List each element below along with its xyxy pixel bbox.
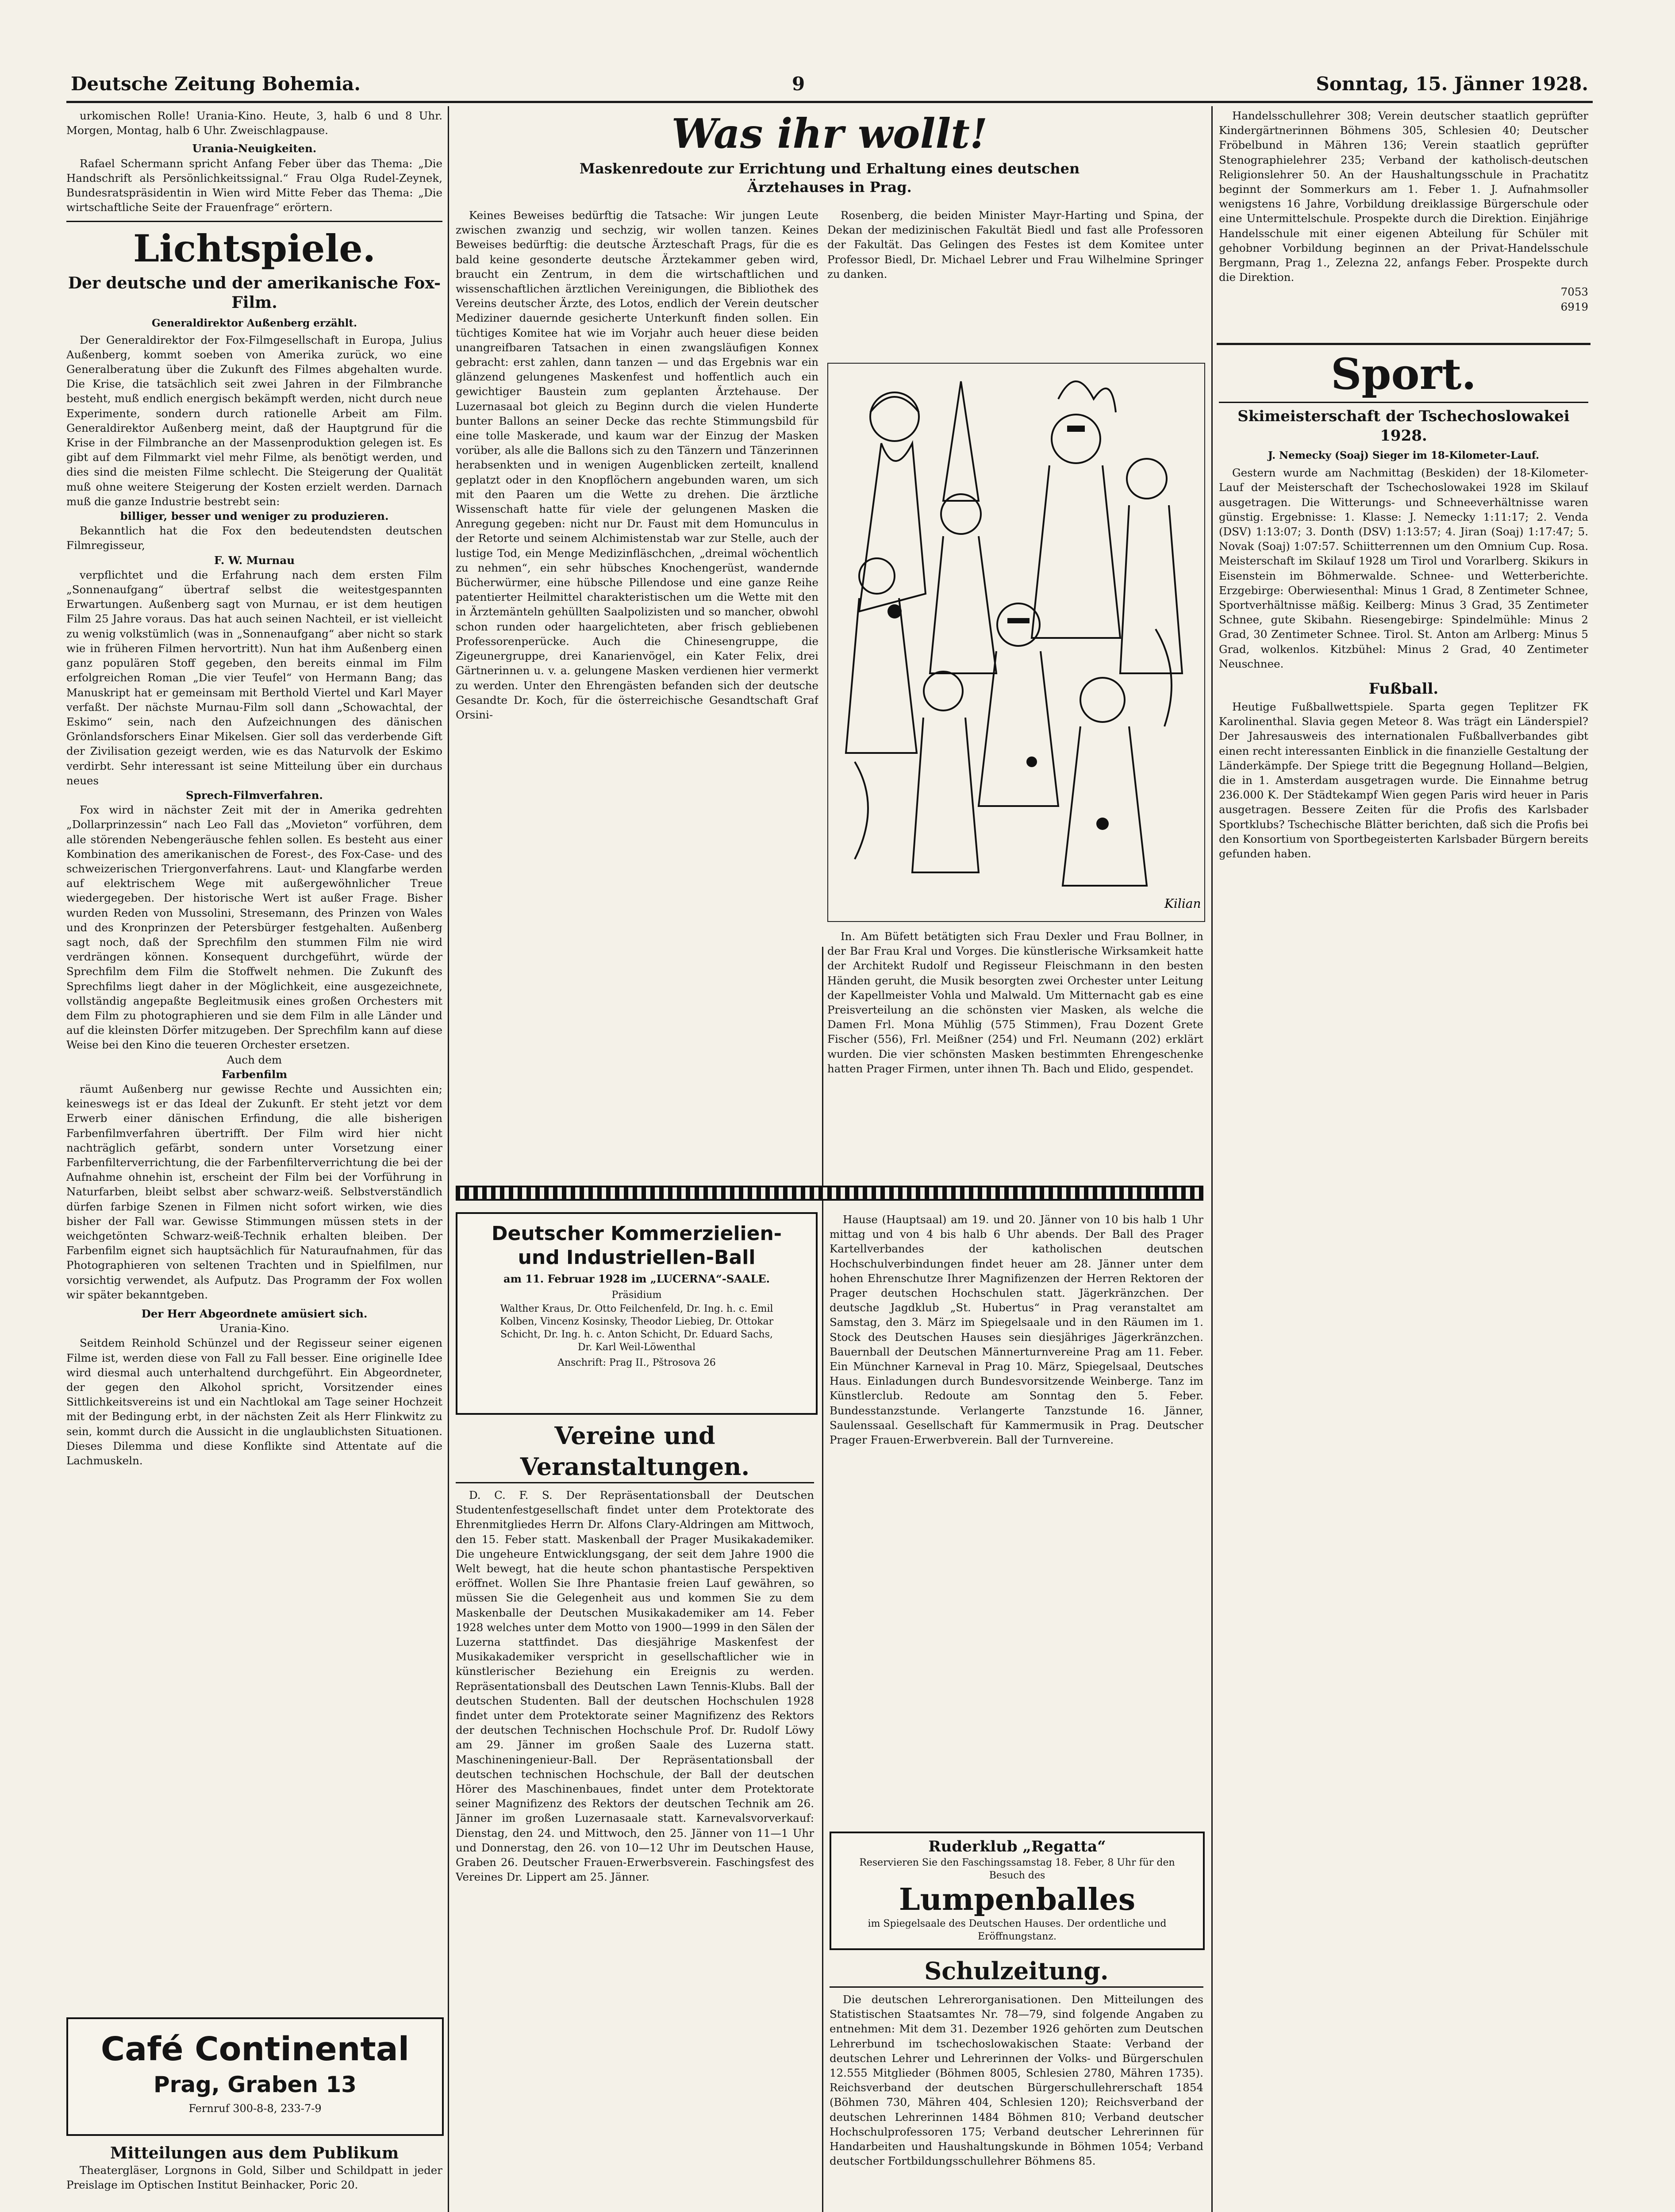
ad-regatta xyxy=(830,1832,1205,1950)
article-subheading: Auch dem xyxy=(227,1053,282,1066)
article-paragraph: Rosenberg, die beiden Minister Mayr-Harting und Spina, der Dekan der medizinischen Fakultät Biedl und fast alle Professoren der Fakultät. Das Gelingen des Festes ist dem Komitee unter Professor Biedl, Dr. Michael Lebrer und Frau Wilhelmine Springer zu danken. xyxy=(827,209,1203,280)
article-title-mask-ball: Was ihr wollt! xyxy=(671,111,988,157)
article-paragraph: Bekanntlich hat die Fox den bedeutendsten deutschen Filmregisseur, xyxy=(66,524,442,552)
article-paragraph: räumt Außenberg nur gewisse Rechte und Aussichten ein; keineswegs ist er das Ideal der Zukunft. Er steht jetzt vor dem Erwerb einer dänischen Erfindung, die alle bisherigen Farbenfilmverfahren übertrifft. Der Film wird hier nicht nachträglich gefärbt, sondern unter Vorsetzung einer Farbenfilterverrichtung, die der Farbenfilterverrichtung die bei der Aufnahme ohnehin ist, erscheint der Film bei der Vorführung in Naturfarben, bleibt selbst aber schwarz-weiß. Selbstverständlich dürfen farbige Szenen in Filmen nicht sofort wirken, wie dies bisher der Fall war. Gewisse Stimmungen müssen stets in der weichgetönten Schwarz-weiß-Technik erhalten bleiben. Der Farbenfilm eignet sich hauptsächlich für Naturaufnahmen, für das Photographieren von seltenen Trachten und in Spielfilmen, nur vorsichtig verwendet, als Aufputz. Das Programm der Fox wollen wir später bekanntgeben. xyxy=(66,1082,442,1301)
column-divider xyxy=(822,947,823,2212)
urania-heading: Urania-Neuigkeiten. xyxy=(192,142,317,155)
article-motto: billiger, besser und weniger zu produzieren. xyxy=(120,510,389,523)
public-notices xyxy=(66,2143,442,2212)
sport-text: Heutige Fußballwettspiele. Sparta gegen Teplitzer FK Karolinenthal. Slavia gegen Meteor 8. Was trägt ein Länderspiel? Der Jahresausweis des internationalen Fußballverbandes gibt einen recht interessanten Einblick in die finanzielle Gestaltung der Länderkämpfe. Der Spiege tritt die Begegnung Holland—Belgien, die in 1. Amsterdam ausgetragen wurde. Die Einnahme betrug 236.000 K. Der Städtekampf Wien gegen Paris wird heuer in Paris ausgetragen. Bessere Zeiten für die Profis des Karlsbader Sportklubs? Tschechische Blätter berichten, daß sich die Profis bei den Konsortium von Sportbegeisterten Karlsbader Bürgern bereits gefunden haben. xyxy=(1219,700,1588,860)
events-text: D. C. F. S. Der Repräsentationsball der Deutschen Studentenfestgesellschaft findet unter dem Protektorate des Ehrenmitgliedes Herrn Dr. Alfons Clary-Aldringen am Mittwoch, den 15. Feber statt. Maskenball der Prager Musikakademiker. Die ungeheure Entwicklungsgang, der seit dem Jahre 1900 die Welt bewegt, hat die heute schon phantastische Perspektiven eröffnet. Wollen Sie Ihre Phantasie freien Lauf gewähren, so müssen Sie die Gelegenheit aus und kommen Sie zu dem Maskenballe der Deutschen Musikakademiker am 14. Feber 1928 welches unter dem Motto von 1900—1999 in den Sälen der Luzerna stattfindet. Das diesjährige Maskenfest der Musikakademiker verspricht in gesellschaftlicher wie in künstlerischer Beziehung ein Ereignis zu werden. Repräsentationsball des Deutschen Lawn Tennis-Klubs. Ball der deutschen Studenten. Ball der deutschen Hochschulen 1928 findet unter dem Protektorate seiner Magnifizenz des Rektors der deutschen Technischen Hochschule Prof. Dr. Rudolf Löwy am 29. Jänner im großen Saale des Luzerna statt. Maschineningenieur-Ball. Der Repräsentationsball der deutschen technischen Hochschule, der Ball der deutschen Hörer des Maschinenbaues, findet unter dem Protektorate seiner Magnifizenz des Rektors der deutschen Technik am 26. Jänner im großen Luzernasaale statt. Karnevalsvorverkauf: Dienstag, den 24. und Mittwoch, den 25. Jänner von 11—1 Uhr und Donnerstag, den 26. von 10—12 Uhr im Deutschen Hause, Graben 26. Deutscher Frauen-Erwerbsverein. Faschingsfest des Vereines Dr. Lippert am 25. Jänner. xyxy=(456,1489,814,1884)
sport-column xyxy=(1219,349,1588,2212)
section-title-sport: Sport. xyxy=(1331,349,1476,399)
public-title: Mitteilungen aus dem Publikum xyxy=(110,2144,399,2162)
section-title-vereine: Vereine und Veranstaltungen. xyxy=(456,1420,814,1483)
ad-ball-names: Walther Kraus, Dr. Otto Feilchenfeld, Dr. Ing. h. c. Emil Kolben, Vincenz Kosinsky, Theodor Liebieg, Dr. Ottokar Schicht, Dr. Ing. h. c. Anton Schicht, Dr. Eduard Sachs, Dr. Karl Weil-Löwenthal xyxy=(499,1303,774,1353)
school-text: Die deutschen Lehrerorganisationen. Den Mitteilungen des Statistischen Staatsamtes Nr. 78—79, sind folgende Angaben zu entnehmen: Mit dem 31. Dezember 1926 gehörten zum Deutschen Lehrerbund im tschechoslowakischen Staate: Verband der deutschen Lehrer und Lehrerinnen der Volks- und Bürgerschulen 12.555 Mitglieder (Böhmen 8005, Schlesien 2780, Mähren 1735). Reichsverband der deutschen Bürgerschullehrerschaft 1854 (Böhmen 730, Mähren 404, Schlesien 120); Reichsverband der deutschen Lehrerinnen 1484 Böhmen 810; Verband deutscher Hochschulprofessoren 175; Verband deutscher Lehrerinnen für Handarbeiten und Haushaltungskunde in Böhmen 1054; Verband deutscher Fortbildungsschullehrer Böhmens 85. xyxy=(830,1993,1203,2168)
ad-cafe-continental xyxy=(66,2017,444,2136)
ad-ball-line2: und Industriellen-Ball xyxy=(518,1246,756,1269)
ad-phone: Fernruf 300-8-8, 233-7-9 xyxy=(188,2102,322,2115)
article-subheading: F. W. Murnau xyxy=(214,553,295,567)
section-title-fussball: Fußball. xyxy=(1368,680,1439,698)
article-column-right-bottom xyxy=(827,929,1203,1177)
article-paragraph: Fox wird in nächster Zeit mit der in Amerika gedrehten „Dollarprinzessin“ nach Leo Fall das „Movieton“ vorführen, dem alle störenden Nebengeräusche fehlen sollen. Es besteht aus einer Kombination des amerikanischen de Forest-, des Fox-Case- und des schweizerischen Triergonverfahrens. Laut- und Klangfarbe werden auf elektrischem Wege mit außergewöhnlicher Treue wiedergegeben. Der historische Wert ist außer Frage. Bisher wurden Reden von Mussolini, Stresemann, des Prinzen von Wales und des Kronprinzen der Petersbürger festgehalten. Außenberg sagt noch, daß der Sprechfilm den stummen Film nie wird verdrängen können. Konsequent durchgeführt, würde der Sprechfilm dem Film die Stoffwelt nehmen. Die Zukunft des Sprechfilms liegt daher in der Möglichkeit, eine ausgezeichnete, vollständig angepaßte Begleitmusik eines großen Orchesters mit dem Film zu photographieren und sie dem Film in alle Länder und auf die kleinsten Dörfer mitzugeben. Der Sprechfilm kann auf diese Weise bei den Kino die teueren Orchester ersetzen. xyxy=(66,803,442,1052)
column-1 xyxy=(66,108,442,2212)
public-text: Theatergläser, Lorgnons in Gold, Silber und Schildpatt in jeder Preislage im Optischen Institut Beinhacker, Poric 20. xyxy=(66,2164,442,2192)
ad-ball-date: am 11. Februar 1928 im „LUCERNA“-SAALE. xyxy=(503,1272,770,1285)
column-divider xyxy=(448,106,449,2212)
header-rule xyxy=(66,101,1593,103)
masthead-name: Deutsche Zeitung Bohemia. xyxy=(71,73,361,95)
article-paragraph: Der Generaldirektor der Fox-Filmgesellschaft in Europa, Julius Außenberg, kommt soeben von Amerika zurück, wo eine Generalberatung über die Zukunft des Filmes abgehalten wurde. Die Krise, die tatsächlich seit zwei Jahren in der Filmbranche besteht, muß endlich energisch bekämpft werden, nicht durch neue Experimente, sondern durch rationelle Arbeit am Film. Generaldirektor Außenberg meint, daß der Hauptgrund für die Krise in der Filmbranche an der Massenproduktion gelegen ist. Es gibt auf dem Filmmarkt viel mehr Filme, als benötigt werden, und dies sind die meisten Filme schlecht. Die Steigerung der Qualität muß ohne weitere Steigerung der Kosten erzielt werden. Darnach muß die ganze Industrie bestrebt sein: xyxy=(66,333,442,508)
column-divider xyxy=(1211,106,1213,2212)
ad-regatta-text: Reservieren Sie den Faschingssamstag 18. Feber, 8 Uhr für den Besuch des xyxy=(859,1857,1175,1881)
article-paragraph: verpflichtet und die Erfahrung nach dem ersten Film „Sonnenaufgang“ übertraf selbst die weitestgespannten Erwartungen. Außenberg sagt von Murnau, er ist dem heutigen Film 25 Jahre voraus. Das hat auch seinen Nachteil, er ist vielleicht zu wenig volkstümlich (was in „Sonnenaufgang“ aber nicht so stark wie in früheren Filmen hervortritt). Nun hat ihm Außenberg einen ganz populären Stoff gegeben, den bereits einmal im Film erfolgreichen Roman „Die vier Teufel“ von Hermann Bang; das Manuskript hat er gemeinsam mit Berthold Viertel und Karl Mayer verfaßt. Der nächste Murnau-Film soll dann „Schowachtal, der Eskimo“ sein, nach den Aufzeichnungen des dänischen Grönlandsforschers Einar Mikelsen. Gier soll das verderbende Gift der Zivilisation gezeigt werden, wie es das Naturvolk der Eskimo verdirbt. Sehr interessant ist seine Mitteilung über ein durchaus neues xyxy=(66,568,442,787)
ad-title: Café Continental xyxy=(100,2030,410,2068)
ad-number: 6919 xyxy=(1560,300,1588,313)
urania-program: urkomischen Rolle! Urania-Kino. Heute, 3, halb 6 und 8 Uhr. Morgen, Montag, halb 6 Uhr. Zweischlagpause. xyxy=(66,109,442,137)
events-column xyxy=(456,1420,814,2212)
page-number: 9 xyxy=(792,73,805,95)
events-column-continued xyxy=(830,1212,1203,1832)
sport-heading: Skimeisterschaft der Tschechoslowakei 1928. xyxy=(1237,407,1570,445)
article-column-left xyxy=(456,208,818,1115)
article-column-right-top xyxy=(827,208,1203,354)
section-title-schulzeitung: Schulzeitung. xyxy=(830,1955,1203,1988)
article-title-fox: Der deutsche und der amerikanische Fox-Film. xyxy=(68,274,441,312)
ad-regatta-event: Lumpenballes xyxy=(899,1882,1136,1917)
article-paragraph: Seitdem Reinhold Schünzel und der Regisseur seiner eigenen Filme ist, werden diese von Fall zu Fall besser. Eine originelle Idee wird diesmal auch unterhaltend durchgeführt. Ein Abgeordneter, der gegen den Alkohol spricht, Vorsitzender eines Sittlichkeitsvereins ist und ein Nachtlokal am Tage seiner Hochzeit mit der Bedingung erbt, in der nächsten Zeit als Herr Flinkwitz zu sein, kommt durch die Aussicht in die unglaublichsten Situationen. Dieses Dilemma und diese Konflikte sind Attentate auf die Lachmuskeln. xyxy=(66,1336,442,1467)
ad-number: 7053 xyxy=(1560,285,1588,299)
article-subheading: Urania-Kino. xyxy=(219,1322,289,1335)
school-text: Handelsschullehrer 308; Verein deutscher staatlich geprüfter Kindergärtnerinnen Böhmens 305, Schlesien 40; Deutscher Fröbelbund in Mähren 136; Verein staatlich geprüfter Stenographielehrer 235; Verband der katholisch-deutschen Religionslehrer 50. An der Haushaltungsschule in Prachatitz beginnt der Sommerkurs am 1. Feber 1. J. Aufnahmsoller wenigstens 16 Jahre, Vorbildung dreiklassige Bürgerschule oder eine Untermittelschule. Prospekte durch die Direktion. Einjährige Handelsschule mit einer eigenen Abteilung für Schüler mit gehobner Vorbildung beginnen an der Privat-Handelsschule Bergmann, Prag 1., Zelezna 22, anfangs Feber. Prospekte durch die Direktion. xyxy=(1219,109,1588,284)
page-header xyxy=(71,73,1588,104)
school-column-continued xyxy=(1219,108,1588,338)
article-subheading: Farbenfilm xyxy=(221,1068,288,1081)
article-subheading: Sprech-Filmverfahren. xyxy=(186,788,323,802)
school-column xyxy=(830,1955,1203,2212)
ad-regatta-venue: im Spiegelsaale des Deutschen Hauses. Der ordentliche und Eröffnungstanz. xyxy=(868,1918,1167,1942)
article-paragraph: Keines Beweises bedürftig die Tatsache: Wir jungen Leute zwischen zwanzig und sechzig, wir wollen tanzen. Keines Beweises bedürftig: die deutsche Ärzteschaft Prags, für die es bald keine gesonderte deutsche Ärztekammer geben wird, braucht ein Zentrum, in dem die wirtschaftlichen und wissenschaftlichen ärztlichen Vereinigungen, die Bibliothek des Vereins deutscher Ärzte, des Lotos, endlich der Verein deutscher Mediziner dauernde gesicherte Unterkunft finden sollen. Ein tüchtiges Komitee hat wie im Vorjahr auch heuer diese beiden unangreifbaren Tatsachen in einen zwangsläufigen Konnex gebracht: erst zahlen, dann tanzen — und das Ergebnis war ein glänzend gelungenes Maskenfest und hoffentlich auch ein gewichtiger Baustein zum geplanten Ärztehause. Der Luzernasaal bot gleich zu Beginn durch die vielen Hunderte bunter Ballons an seiner Decke das rechte Stimmungsbild für eine tolle Maskerade, und kaum war der Einzug der Masken vorüber, als alle die Ballons sich zu den Tänzern und Tänzerinnen herabsenkten und in wenigen Augenblicken zerteilt, knallend geplatzt oder in den Knopflöchern angebunden waren, um sich mit den Paaren um die Wette zu drehen. Die ärztliche Wissenschaft hatte für viele der gelungenen Masken die Anregung gegeben: nicht nur Dr. Faust mit dem Homunculus in der Retorte und seinem Alchimistenstab war zur Stelle, auch der lustige Tod, ein Menge Medizinfläschchen, „dreimal wöchentlich zu nehmen“, ein sehr hübsches Knochengerüst, wandernde Bücherwürmer, eine hübsche Pillendose und eine ganze Reihe patentierter Heilmittel charakteristischen um die Wette mit den in Ärztemänteln gehüllten Saalpolizisten und so mancher, obwohl schon runden oder haargelichteten, aber frisch gebliebenen Professorenperücke. Auch die Chinesengruppe, die Zigeunergruppe, drei Kanarienvögel, ein Kater Felix, drei Gärtnerinnen u. v. a. gelungene Masken verdienen hier vermerkt zu werden. Unter den Ehrengästen befanden sich der deutsche Gesandte Dr. Koch, für die österreichische Gesandtschaft Graf Orsini- xyxy=(456,209,818,721)
ad-regatta-title: Ruderklub „Regatta“ xyxy=(928,1838,1106,1855)
issue-date: Sonntag, 15. Jänner 1928. xyxy=(1316,73,1588,95)
article-paragraph: In. Am Büfett betätigten sich Frau Dexler und Frau Bollner, in der Bar Frau Kral und Vorges. Die künstlerische Wirksamkeit hatte der Architekt Rudolf und Regisseur Fleischmann in den besten Händen geruht, die Musik besorgten zwei Orchester unter Leitung der Kapellmeister Vohla und Malwald. Um Mitternacht gab es eine Preisverteilung an die schönsten vier Masken, als welche die Damen Frl. Mona Mühlig (575 Stimmen), Frau Dozent Grete Fischer (556), Frl. Meißner (254) und Frl. Neumann (202) erklärt wurden. Die vier schönsten Masken bestimmten Ehrengeschenke hatten Prager Firmen, unter ihnen Th. Bach und Elido, gespendet. xyxy=(827,930,1203,1075)
decorative-rule xyxy=(456,1186,1203,1201)
costume-drawing xyxy=(828,364,1204,921)
sport-text: Gestern wurde am Nachmittag (Beskiden) der 18-Kilometer-Lauf der Meisterschaft der Tschechoslowakei 1928 im Skilauf ausgetragen. Die Witterungs- und Schneeverhältnisse waren günstig. Ergebnisse: 1. Klasse: J. Nemecky 1:11:17; 2. Venda (DSV) 1:13:07; 3. Donth (DSV) 1:13:57; 4. Jiran (Soaj) 1:17:47; 5. Novak (Soaj) 1:07:57. Schiitterrennen um den Omnium Cup. Rosa. Meisterschaft im Skilauf 1928 um Tirol und Vorarlberg. Skikurs in Eisenstein im Böhmerwalde. Schnee- und Wetterberichte. Erzgebirge: Oberwiesenthal: Minus 1 Grad, 8 Zentimeter Schnee, Sportverhältnisse mäßig. Keilberg: Minus 3 Grad, 35 Zentimeter Schnee, gute Skibahn. Riesengebirge: Spindelmühle: Minus 2 Grad, 30 Zentimeter Schnee. Tirol. St. Anton am Arlberg: Minus 5 Grad, wolkenlos. Kitzbühel: Minus 2 Grad, 40 Zentimeter Neuschnee. xyxy=(1219,466,1588,670)
ad-ball-address: Anschrift: Prag II., Pštrosova 26 xyxy=(557,1357,716,1368)
section-rule xyxy=(1217,343,1590,345)
urania-news: Rafael Schermann spricht Anfang Feber über das Thema: „Die Handschrift als Persönlichkeitssignal.“ Frau Olga Rudel-Zeynek, Bundesratspräsidentin in Wien wird Mitte Feber das Thema: „Die wirtschaftliche Seite der Frauenfrage“ erörtern. xyxy=(66,157,442,214)
article-subtitle: Maskenredoute zur Errichtung und Erhaltung eines deutschen Ärztehauses in Prag. xyxy=(579,160,1080,196)
article-subheading: Generaldirektor Außenberg erzählt. xyxy=(151,317,357,330)
section-title-lichtspiele: Lichtspiele. xyxy=(133,227,376,271)
ad-ball-line1: Deutscher Kommerzielien- xyxy=(491,1222,782,1245)
sport-subheading: J. Nemecky (Soaj) Sieger im 18-Kilometer-Lauf. xyxy=(1268,449,1540,461)
events-text: Hause (Hauptsaal) am 19. und 20. Jänner von 10 bis halb 1 Uhr mittag und von 4 bis halb 6 Uhr abends. Der Ball des Prager Kartellverbandes der katholischen deutschen Hochschulverbindungen findet heuer am 28. Jänner unter dem hohen Ehrenschutze Ihrer Magnifizenzen der Herren Rektoren der Prager deutschen Hochschulen statt. Jägerkränzchen. Der deutsche Jagdklub „St. Hubertus“ in Prag veranstaltet am Samstag, den 3. März im Spiegelsaale und in den Räumen im 1. Stock des Deutschen Hauses sein diesjähriges Jägerkränzchen. Bauernball der Deutschen Männerturnvereine Prag am 11. Feber. Ein Münchner Karneval in Prag 10. März, Spiegelsaal, Deutsches Haus. Einladungen durch Bundesvorsitzende Weinberge. Tanz im Künstlerclub. Redoute am Sonntag den 5. Feber. Bundesstanzstunde. Verlangerte Tanzstunde 16. Jänner, Saulenssaal. Gesellschaft für Kammermusik in Prag. Deutscher Prager Frauen-Erwerbverein. Ball der Turnvereine. xyxy=(830,1213,1203,1447)
illustrator-signature: Kilian xyxy=(1164,896,1201,911)
article-subheading: Der Herr Abgeordnete amüsiert sich. xyxy=(141,1307,368,1321)
ad-ball-presidium: Präsidium xyxy=(611,1290,662,1301)
ad-address: Prag, Graben 13 xyxy=(154,2072,357,2097)
masquerade-illustration xyxy=(827,363,1205,922)
ad-commerce-ball xyxy=(456,1212,818,1415)
